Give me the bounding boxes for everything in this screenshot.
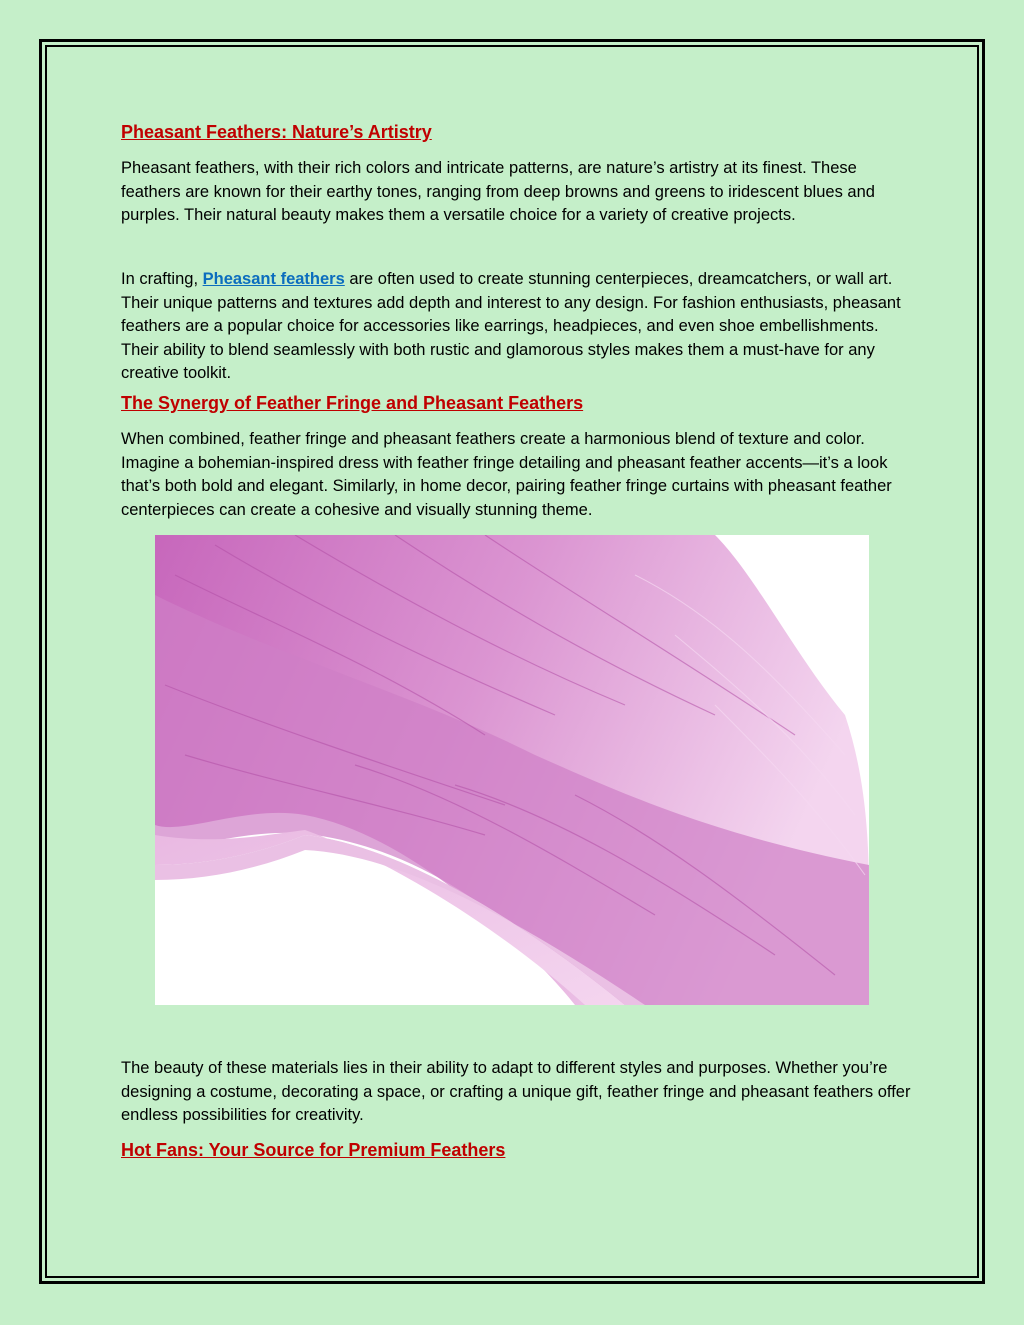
paragraph-beauty: The beauty of these materials lies in their ability to adapt to different styles and purposes. Whether you’re designing a costume, decorating a space, or crafting a unique gift, feather fringe and pheasant feathers offer endless possibilities for creativity. <box>121 1059 911 1124</box>
paragraph-crafting-rest: are often used to create stunning centerpieces, dreamcatchers, or wall art. Their unique patterns and textures add depth and interest to any design. For fashion enthusiasts, pheasant feathers are a popular choice for accessories like earrings, headpieces, and even shoe embellishments. Their ability to blend seamlessly with both rustic and glamorous styles makes them a must-have for any creative toolkit. <box>121 270 901 382</box>
paragraph-crafting-lead: In crafting, <box>121 270 203 288</box>
heading-synergy: The Synergy of Feather Fringe and Pheasant Feathers <box>121 393 584 413</box>
paragraph-crafting <box>121 268 911 386</box>
pheasant-feathers-link[interactable]: Pheasant feathers <box>202 270 345 288</box>
paragraph-synergy: When combined, feather fringe and pheasant feathers create a harmonious blend of texture and color. Imagine a bohemian-inspired dress with feather fringe detailing and pheasant feather accents—it’s a look that’s both bold and elegant. Similarly, in home decor, pairing feather fringe curtains with pheasant feather centerpieces can create a cohesive and visually stunning theme. <box>121 430 892 519</box>
heading-pheasant-feathers-artistry: Pheasant Feathers: Nature’s Artistry <box>121 122 432 142</box>
pink-feather-fringe-image <box>155 535 869 1005</box>
feather-fringe-illustration <box>155 535 869 1005</box>
heading-hot-fans: Hot Fans: Your Source for Premium Feathers <box>121 1140 506 1160</box>
paragraph-pheasant-intro: Pheasant feathers, with their rich colors and intricate patterns, are nature’s artistry at its finest. These feathers are known for their earthy tones, ranging from deep browns and greens to iridescent blues and purples. Their natural beauty makes them a versatile choice for a variety of creative projects. <box>121 159 875 224</box>
